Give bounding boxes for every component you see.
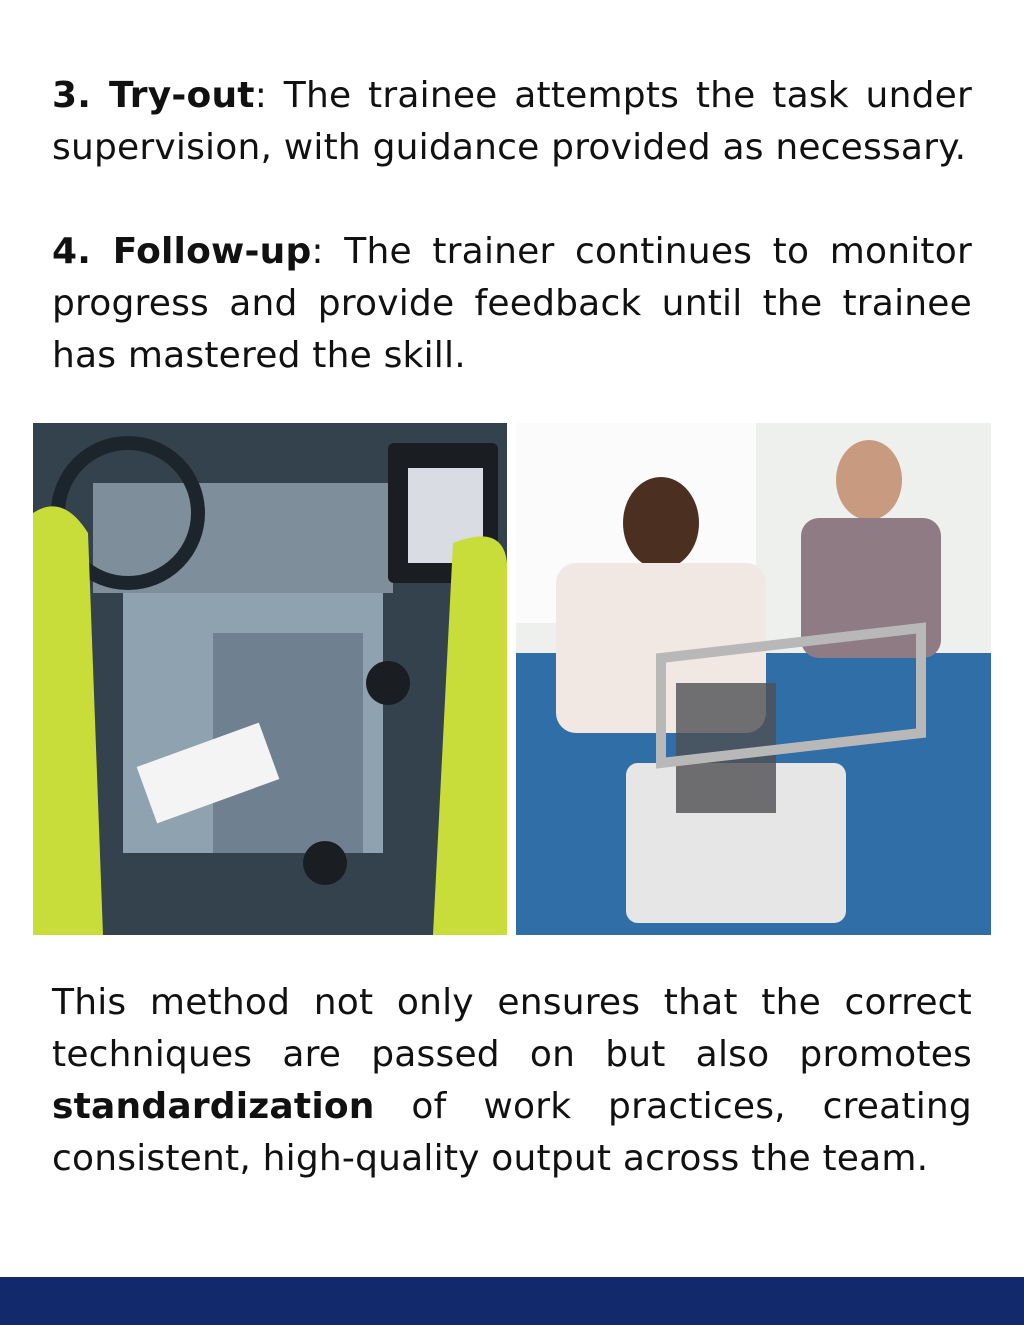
closing-bold-term: standardization <box>52 1086 375 1127</box>
step-3-paragraph <box>52 70 972 174</box>
step-3-text: : The trainee attempts the task under supervision, with guidance provided as necessary. <box>52 75 972 168</box>
training-photo-device-illustration <box>516 423 991 935</box>
step-3-label: 3. Try-out <box>52 75 255 116</box>
footer-bar <box>0 1277 1024 1325</box>
closing-paragraph <box>52 977 972 1185</box>
training-photo-machine <box>33 423 507 935</box>
step-4-label: 4. Follow-up <box>52 231 312 272</box>
closing-text-end: of work practices, creating consistent, high-quality output across the team. <box>52 1086 972 1179</box>
step-4-paragraph <box>52 226 972 382</box>
training-photo-machine-illustration <box>33 423 507 935</box>
step-4-text: : The trainer continues to monitor progress and provide feedback until the trainee has mastered the skill. <box>52 231 972 376</box>
closing-text-start: This method not only ensures that the correct techniques are passed on but also promotes <box>52 982 972 1075</box>
training-photo-device <box>516 423 991 935</box>
